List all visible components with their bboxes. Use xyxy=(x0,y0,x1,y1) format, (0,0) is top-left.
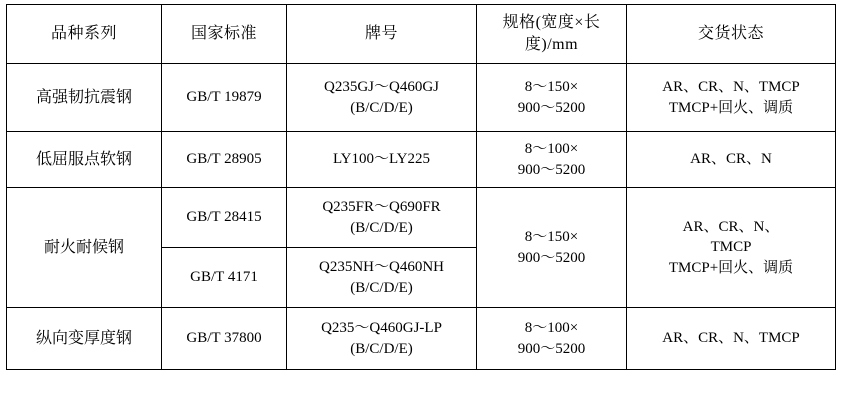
delivery-line-2: TMCP xyxy=(710,239,752,256)
grade-line-1: Q235～Q460GJ-LP xyxy=(321,320,442,337)
cell-standard: GB/T 37800 xyxy=(162,308,287,370)
table-header xyxy=(7,5,836,64)
grade-line-2: (B/C/D/E) xyxy=(350,279,413,296)
cell-standard: GB/T 4171 xyxy=(162,248,287,308)
spec-line-2: 900～5200 xyxy=(517,249,586,266)
table-row xyxy=(7,64,836,132)
grade-line-1: Q235GJ～Q460GJ xyxy=(323,79,439,96)
spec-line-1: 8～100× xyxy=(524,320,579,337)
cell-grade xyxy=(287,132,477,188)
cell-standard: GB/T 28905 xyxy=(162,132,287,188)
header-delivery-state: 交货状态 xyxy=(627,5,836,64)
cell-grade xyxy=(287,308,477,370)
cell-delivery-state xyxy=(627,132,836,188)
cell-delivery-state xyxy=(627,64,836,132)
spec-line-1: 8～150× xyxy=(524,79,579,96)
spec-line-1: 8～150× xyxy=(524,229,579,246)
cell-grade xyxy=(287,248,477,308)
cell-specification xyxy=(477,132,627,188)
header-standard: 国家标准 xyxy=(162,5,287,64)
cell-delivery-state xyxy=(627,188,836,308)
delivery-line-2: TMCP+回火、调质 xyxy=(668,99,794,116)
header-specification xyxy=(477,5,627,64)
delivery-line-1: AR、CR、N、 xyxy=(682,219,780,236)
cell-specification xyxy=(477,308,627,370)
grade-line-2: (B/C/D/E) xyxy=(350,99,413,116)
cell-standard: GB/T 28415 xyxy=(162,188,287,248)
steel-spec-table xyxy=(6,4,836,370)
spec-line-1: 8～100× xyxy=(524,141,579,158)
delivery-line-3: TMCP+回火、调质 xyxy=(668,259,794,276)
spec-line-2: 900～5200 xyxy=(517,161,586,178)
cell-series: 低屈服点软钢 xyxy=(7,132,162,188)
grade-line-2: (B/C/D/E) xyxy=(350,219,413,236)
grade-line-2: (B/C/D/E) xyxy=(350,340,413,357)
delivery-line-1: AR、CR、N、TMCP xyxy=(662,330,800,347)
cell-standard: GB/T 19879 xyxy=(162,64,287,132)
table-row xyxy=(7,188,836,248)
table-row xyxy=(7,132,836,188)
header-series: 品种系列 xyxy=(7,5,162,64)
spec-line-2: 900～5200 xyxy=(517,340,586,357)
header-specification-line2: 度)/mm xyxy=(524,36,579,53)
table-header-row xyxy=(7,5,836,64)
table-row xyxy=(7,308,836,370)
cell-delivery-state xyxy=(627,308,836,370)
grade-line-1: Q235NH～Q460NH xyxy=(319,259,444,276)
cell-grade xyxy=(287,188,477,248)
cell-series: 耐火耐候钢 xyxy=(7,188,162,308)
grade-line-1: Q235FR～Q690FR xyxy=(322,199,441,216)
header-grade: 牌号 xyxy=(287,5,477,64)
cell-series: 高强韧抗震钢 xyxy=(7,64,162,132)
cell-specification xyxy=(477,188,627,308)
cell-series: 纵向变厚度钢 xyxy=(7,308,162,370)
delivery-line-1: AR、CR、N、TMCP xyxy=(662,79,800,96)
cell-grade xyxy=(287,64,477,132)
grade-line-1: LY100～LY225 xyxy=(333,151,430,168)
delivery-line-1: AR、CR、N xyxy=(690,151,772,168)
header-specification-line1: 规格(宽度×长 xyxy=(502,14,601,32)
table-body xyxy=(7,64,836,370)
spec-line-2: 900～5200 xyxy=(517,99,586,116)
cell-specification xyxy=(477,64,627,132)
